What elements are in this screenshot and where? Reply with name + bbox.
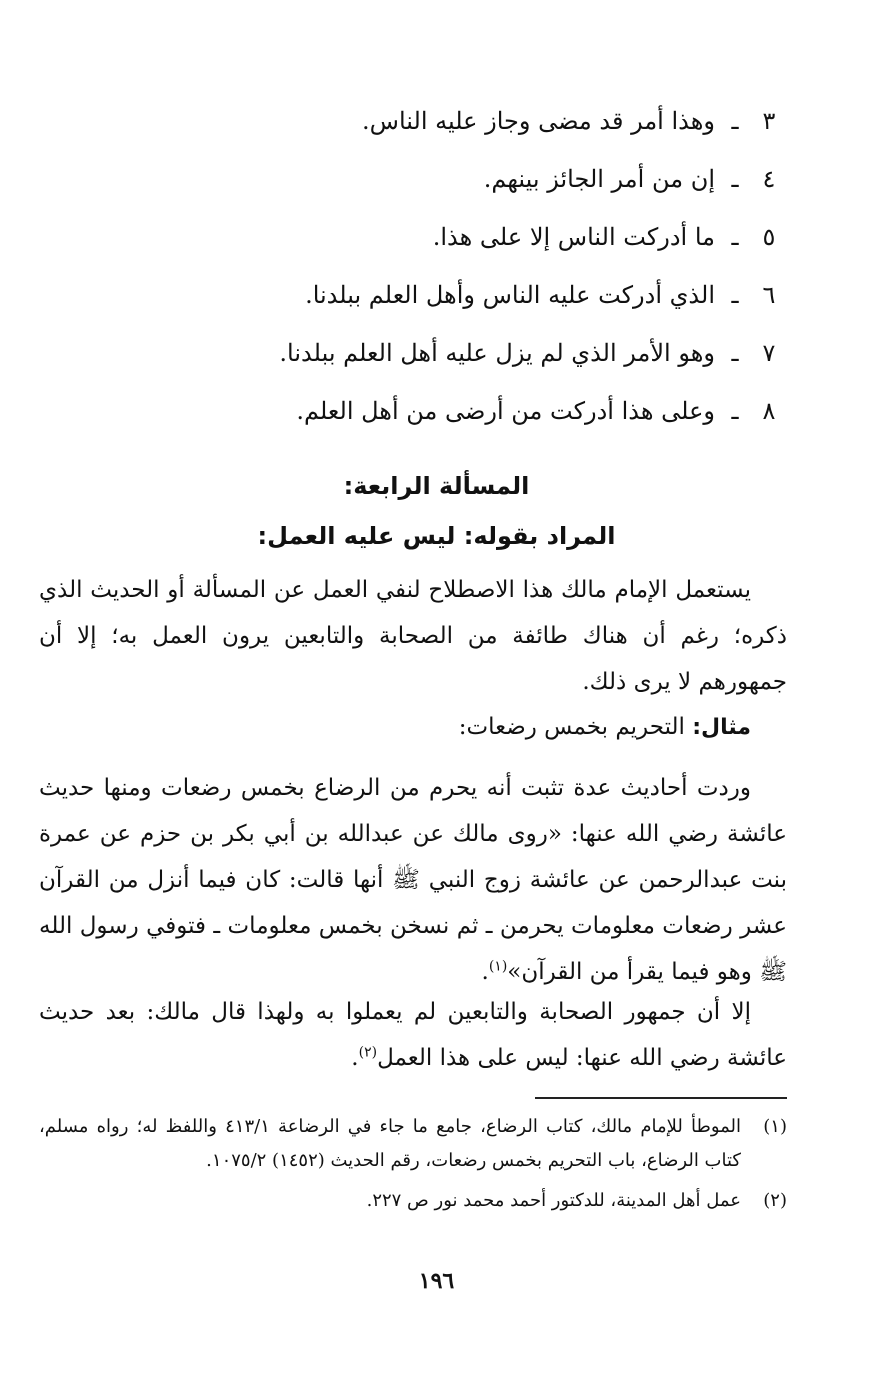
page-number: ١٩٦ [418, 1268, 455, 1294]
item-dash: ـ [731, 223, 739, 251]
paragraph-hadith-text: وردت أحاديث عدة تثبت أنه يحرم من الرضاع بخمس رضعات ومنها حديث عائشة رضي الله عنها: «روى مالك عن عبدالله بن أبي بكر بن حزم عن عمرة بنت عبدالرحمن عن عائشة زوج النبي ﷺ أنها قالت: كان فيما أنزل من القرآن عشر رضعات معلومات يحرمن ـ ثم نسخن بخمس معلومات ـ فتوفي رسول الله ﷺ وهو فيما يقرأ من القرآن» [39, 775, 787, 985]
footnote-ref: (١) [488, 958, 508, 975]
list-item [83, 266, 783, 324]
item-dash: ـ [731, 165, 739, 193]
item-number: ٧ [762, 339, 776, 367]
item-text: الذي أدركت عليه الناس وأهل العلم ببلدنا. [305, 281, 715, 309]
item-text: وهو الأمر الذي لم يزل عليه أهل العلم ببلدنا. [279, 339, 715, 367]
item-dash: ـ [731, 107, 739, 135]
example-text: التحريم بخمس رضعات: [458, 714, 685, 740]
footnote-number: (١) [763, 1116, 787, 1137]
footnotes [39, 1110, 787, 1224]
example-label: مثال: [692, 715, 751, 740]
item-text: وهذا أمر قد مضى وجاز عليه الناس. [362, 107, 715, 135]
item-text: وعلى هذا أدركت من أرضى من أهل العلم. [296, 397, 715, 425]
paragraph-majority-text: إلا أن جمهور الصحابة والتابعين لم يعملوا به ولهذا قال مالك: بعد حديث عائشة رضي الله عنها: ليس على هذا العمل [39, 999, 787, 1071]
list-item [83, 150, 783, 208]
item-text: إن من أمر الجائز بينهم. [483, 165, 715, 193]
footnote [39, 1110, 787, 1178]
list-item [83, 324, 783, 382]
footnote-ref: (٢) [358, 1044, 378, 1061]
example-line [459, 704, 751, 751]
item-text: ما أدركت الناس إلا على هذا. [432, 223, 715, 251]
paragraph-majority [39, 989, 787, 1081]
paragraph-end: . [351, 1045, 359, 1071]
paragraph-end: . [481, 959, 489, 985]
section-subtitle: المراد بقوله: ليس عليه العمل: [257, 522, 616, 550]
item-dash: ـ [731, 281, 739, 309]
list-item [83, 382, 783, 440]
item-number: ٣ [762, 107, 776, 135]
item-dash: ـ [731, 339, 739, 367]
numbered-list [83, 92, 783, 440]
footnote-divider [535, 1097, 787, 1099]
footnote [39, 1184, 787, 1218]
footnote-number: (٢) [763, 1190, 787, 1211]
item-number: ٦ [762, 281, 776, 309]
paragraph-hadith [39, 765, 787, 995]
paragraph-intro: يستعمل الإمام مالك هذا الاصطلاح لنفي العمل عن المسألة أو الحديث الذي ذكره؛ رغم أن هناك طائفة من الصحابة والتابعين يرون العمل به؛ إلا أن جمهورهم لا يرى ذلك. [39, 577, 787, 695]
item-dash: ـ [731, 397, 739, 425]
item-number: ٥ [762, 223, 776, 251]
item-number: ٤ [762, 165, 776, 193]
item-number: ٨ [762, 397, 776, 425]
footnote-text: عمل أهل المدينة، للدكتور أحمد محمد نور ص ٢٢٧. [366, 1190, 741, 1211]
list-item [83, 92, 783, 150]
section-title: المسألة الرابعة: [343, 472, 530, 500]
footnote-text: الموطأ للإمام مالك، كتاب الرضاع، جامع ما جاء في الرضاعة ٤١٣/١ واللفظ له؛ رواه مسلم، كتاب الرضاع، باب التحريم بخمس رضعات، رقم الحديث (١٤٥٢) ١٠٧٥/٢. [39, 1116, 742, 1171]
list-item [83, 208, 783, 266]
